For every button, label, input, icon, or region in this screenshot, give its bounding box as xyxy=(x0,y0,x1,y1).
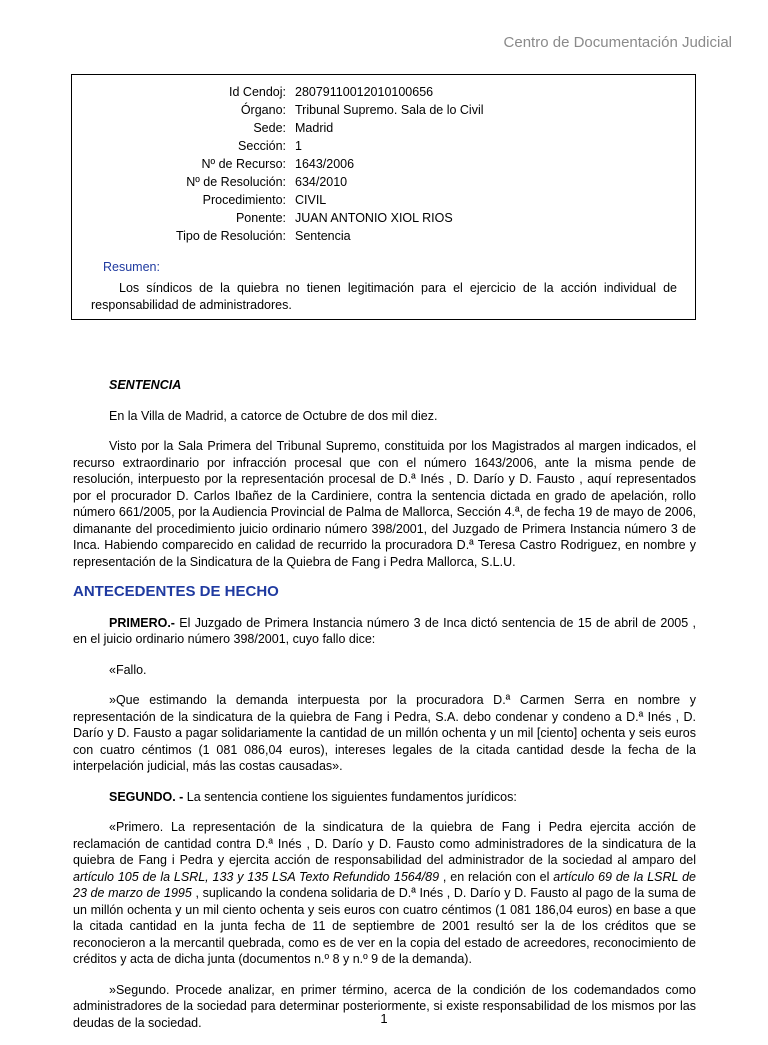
resumen-text: Los síndicos de la quiebra no tienen legitimación para el ejercicio de la acción individual de responsabilidad de administradores. xyxy=(91,281,677,312)
resumen-label: Resumen xyxy=(103,260,157,274)
law-citation: artículo 69 de la LSRL de 23 de marzo de 1995 xyxy=(73,869,697,900)
info-value: 1 xyxy=(295,139,302,153)
segundo-label: SEGUNDO. - xyxy=(109,789,184,804)
document-body xyxy=(73,377,696,1045)
info-row-resolucion xyxy=(72,173,695,191)
info-label: Ponente: xyxy=(235,211,286,225)
info-label: Tipo de Resolución: xyxy=(175,229,286,243)
info-label: Sede: xyxy=(253,121,286,135)
paragraph-fundamento-primero xyxy=(73,819,696,968)
info-row-seccion xyxy=(72,137,695,155)
resumen-heading: Resumen: xyxy=(103,260,160,274)
info-row-procedimiento xyxy=(72,191,695,209)
info-value: JUAN ANTONIO XIOL RIOS xyxy=(295,211,453,225)
paragraph-fundamento-segundo: »Segundo. Procede analizar, en primer término, acerca de la condición de los codemandados como administradores de la sociedad para determinar posteriormente, si existe responsabilidad de los mismos por las deudas de la sociedad. xyxy=(73,982,696,1030)
info-value: Sentencia xyxy=(295,229,351,243)
info-row-organo xyxy=(72,101,695,119)
paragraph-segundo xyxy=(73,789,696,806)
info-row-tipo-resolucion xyxy=(72,227,695,245)
header-title: Centro de Documentación Judicial xyxy=(503,34,732,51)
paragraph-visto: Visto por la Sala Primera del Tribunal Supremo, constituida por los Magistrados al margen indicados, el recurso extraordinario por infracción procesal que con el número 1643/2006, ante la misma pende de resolución, interpuesto por la representación procesal de D.ª Inés , D. Darío y D. Fausto , aquí representados por el procurador D. Carlos Ibañez de la Cardiniere, contra la sentencia dictada en grado de apelación, rollo número 661/2005, por la Audiencia Provincial de Palma de Mallorca, Sección 4.ª, de fecha 19 de mayo de 2006, dimanante del procedimiento juicio ordinario número 398/2001, del Juzgado de Primera Instancia número 3 de Inca. Habiendo comparecido en calidad de recurrido la procuradora D.ª Teresa Castro Rodriguez, en nombre y representación de la Sindicatura de la Quiebra de Fang i Pedra Mallorca, S.L.U. xyxy=(73,439,696,569)
info-row-id-cendoj xyxy=(72,83,695,101)
info-label: Sección: xyxy=(238,139,286,153)
page-number: 1 xyxy=(380,1011,388,1026)
paragraph-fallo: «Fallo. xyxy=(109,662,147,677)
info-label: Órgano: xyxy=(240,103,286,117)
info-label: Nº de Resolución: xyxy=(186,175,286,189)
paragraph-primero xyxy=(73,615,696,648)
antecedentes-heading: ANTECEDENTES DE HECHO xyxy=(73,583,279,600)
info-value: 634/2010 xyxy=(295,175,348,189)
info-value: Tribunal Supremo. Sala de lo Civil xyxy=(295,103,484,117)
info-value: 28079110012010100656 xyxy=(295,85,434,99)
sentencia-title: SENTENCIA xyxy=(109,378,182,392)
primero-text: El Juzgado de Primera Instancia número 3 de Inca dictó sentencia de 15 de abril de 2005 , en el juicio ordinario número 398/2001, cuyo fallo dice: xyxy=(73,615,696,646)
info-label: Nº de Recurso: xyxy=(201,157,286,171)
info-value: CIVIL xyxy=(295,193,327,207)
info-row-recurso xyxy=(72,155,695,173)
case-info-box xyxy=(71,74,696,320)
law-citation: artículo 105 de la LSRL, 133 y 135 LSA Texto Refundido 1564/89 xyxy=(73,869,440,884)
segundo-text: La sentencia contiene los siguientes fundamentos jurídicos: xyxy=(183,789,517,804)
info-label: Procedimiento: xyxy=(202,193,286,207)
info-row-sede xyxy=(72,119,695,137)
text-segment: , suplicando la condena solidaria de D.ª Inés , D. Darío y D. Fausto al pago de la suma de un millón ochenta y un mil ciento ochenta y seis euros con cuatro céntimos (1 081 186,04 euros) en base a que la citada cantidad en la junta fecha de 11 de septiembre de 2001 resultó ser la de los créditos que se reconocieron a la mercantil quebrada, como es de ver en la copia del estado de acreedores, reconocimiento de créditos y acta de dicha junta (documentos n.º 8 y n.º 9 de la demanda). xyxy=(73,886,696,966)
text-segment: , en relación con el xyxy=(439,869,554,884)
text-segment: «Primero. La representación de la sindicatura de la quiebra de Fang i Pedra ejercita acción de reclamación de cantidad contra D.ª Inés , D. Darío y D. Fausto como administradores de la sindicatura de la quiebra de Fang i Pedra y ejercita acción de responsabilidad del administrador de la sociedad al amparo del xyxy=(73,820,696,867)
info-value: Madrid xyxy=(295,121,334,135)
paragraph-fallo-text: »Que estimando la demanda interpuesta por la procuradora D.ª Carmen Serra en nombre y representación de la sindicatura de la quiebra de Fang i Pedra, S.A. debo condenar y condeno a D.ª Inés , D. Darío y D. Fausto a pagar solidariamente la cantidad de un millón ochenta y un mil [ciento] ochenta y seis euros con cuatro céntimos (1 081 086,04 euros), intereses legales de la citada cantidad desde la fecha de la interpelación judicial, más las costas causadas». xyxy=(73,693,696,773)
info-row-ponente xyxy=(72,209,695,227)
info-value: 1643/2006 xyxy=(295,157,355,171)
paragraph-date: En la Villa de Madrid, a catorce de Octubre de dos mil diez. xyxy=(109,408,438,423)
info-label: Id Cendoj: xyxy=(229,85,286,99)
primero-label: PRIMERO.- xyxy=(109,615,175,630)
